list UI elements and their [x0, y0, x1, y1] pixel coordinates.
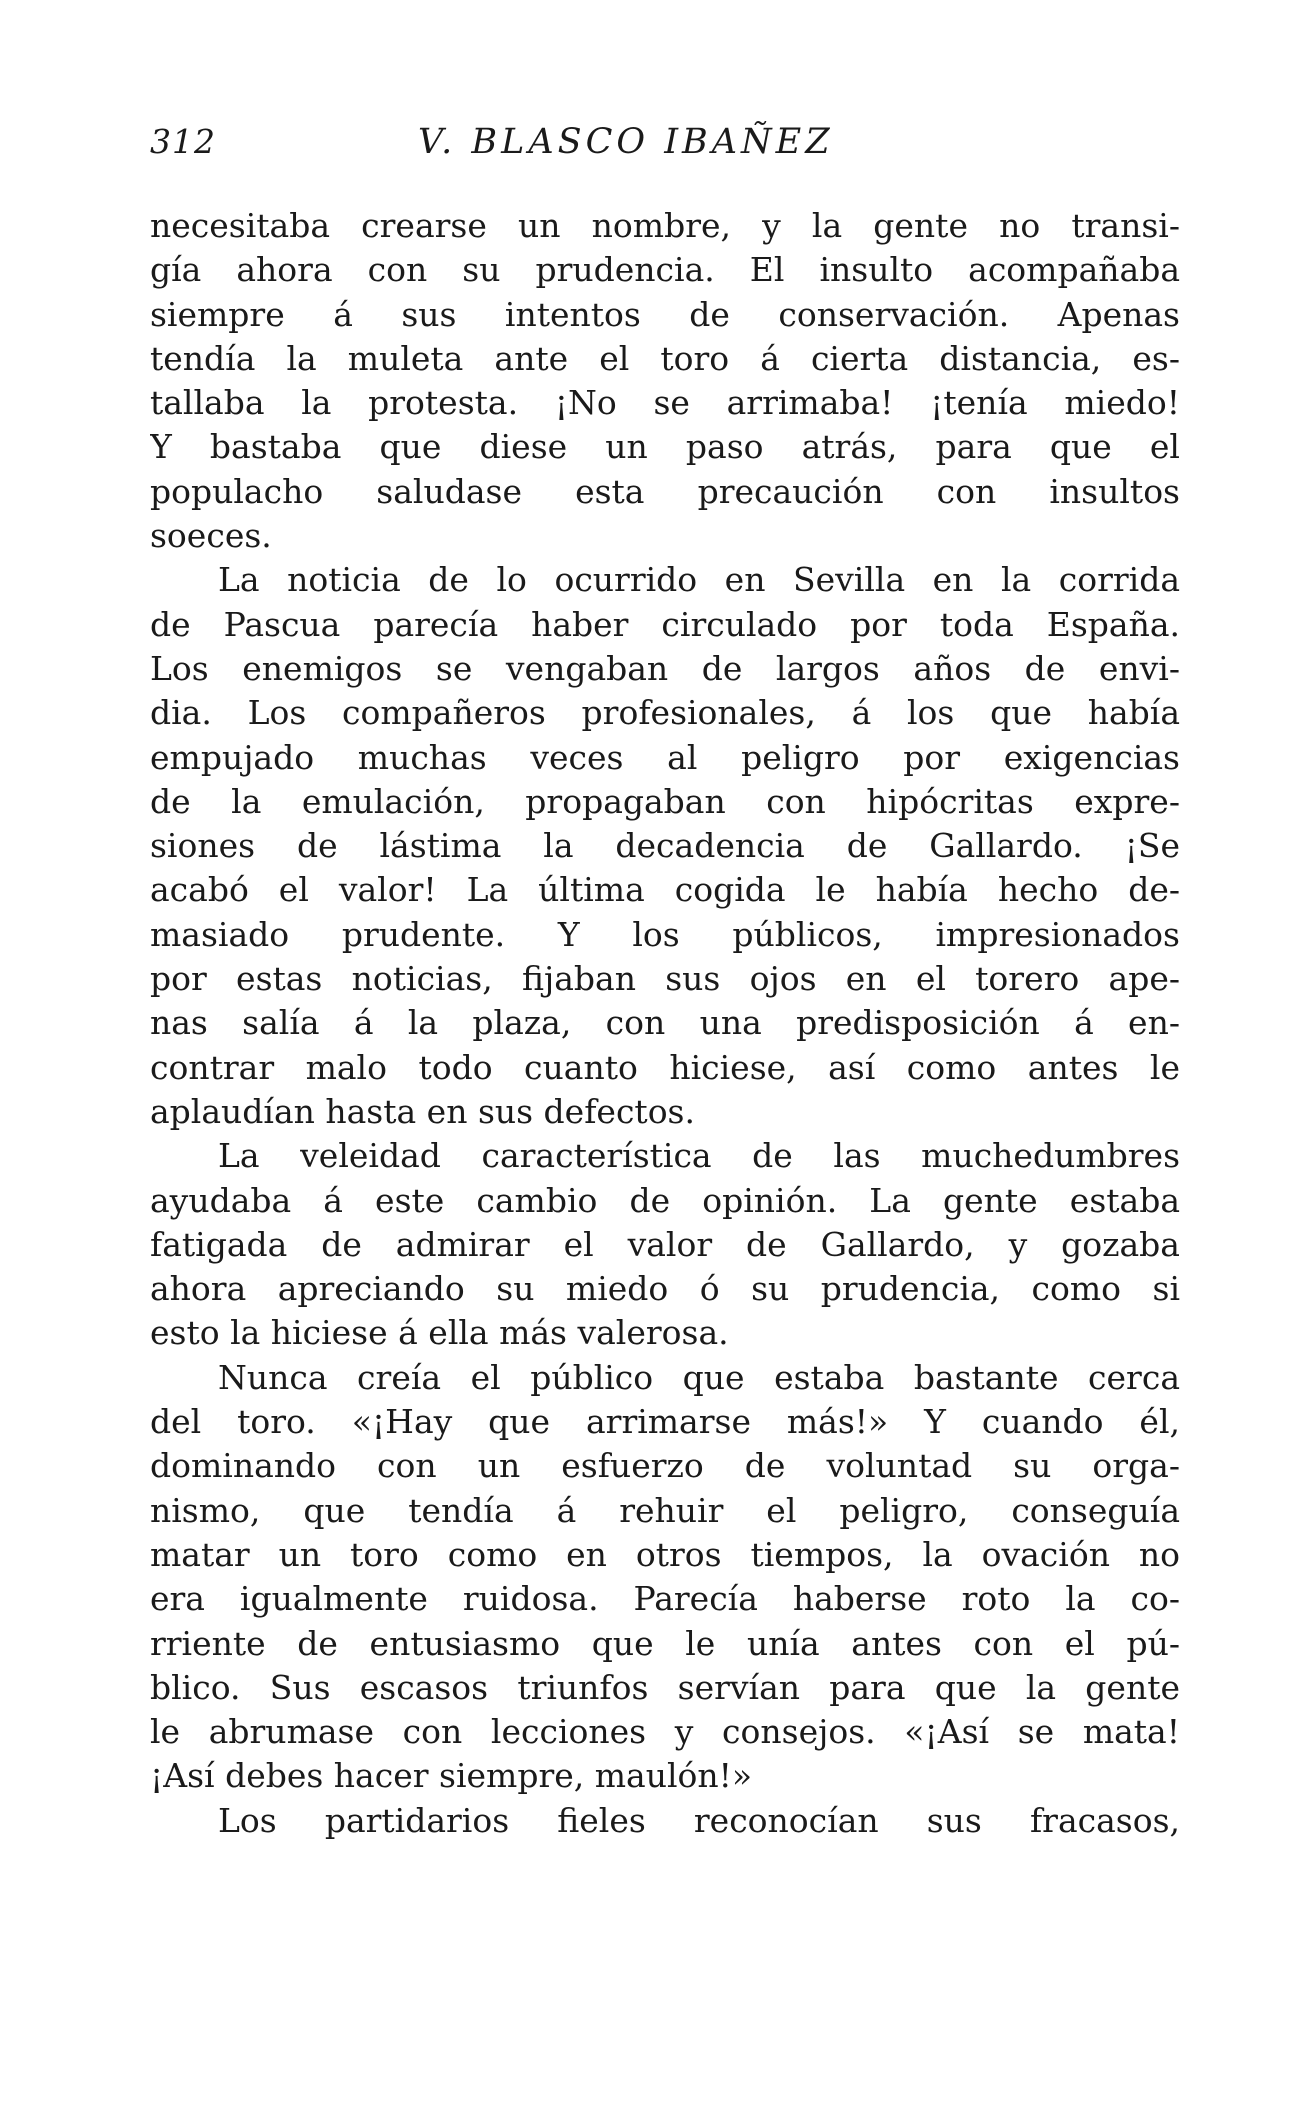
text-line: nismo, que tendía á rehuir el peligro, conseguía	[150, 1490, 1180, 1530]
text-line: La noticia de lo ocurrido en Sevilla en la corrida	[218, 560, 1180, 600]
text-line: gía ahora con su prudencia. El insulto acompañaba	[150, 250, 1180, 290]
page-number: 312	[150, 122, 216, 161]
text-line: era igualmente ruidosa. Parecía haberse roto la co-	[150, 1579, 1180, 1619]
text-line: de la emulación, propagaban con hipócritas expre-	[150, 781, 1180, 821]
text-line: Los enemigos se vengaban de largos años de envi-	[150, 648, 1180, 688]
text-line: rriente de entusiasmo que le unía antes con el pú-	[150, 1623, 1180, 1663]
text-line: ayudaba á este cambio de opinión. La gente estaba	[150, 1180, 1180, 1220]
text-line: por estas noticias, fijaban sus ojos en el torero ape-	[150, 959, 1180, 999]
text-line: Nunca creía el público que estaba bastante cerca	[218, 1357, 1180, 1397]
text-line: necesitaba crearse un nombre, y la gente no transi-	[150, 206, 1180, 245]
text-line: de Pascua parecía haber circulado por toda España.	[150, 604, 1180, 644]
text-line: ¡Así debes hacer siempre, maulón!»	[150, 1756, 753, 1796]
text-line: Los partidarios fieles reconocían sus fracasos,	[218, 1800, 1180, 1840]
text-line: tendía la muleta ante el toro á cierta distancia, es-	[150, 338, 1180, 378]
text-line: contrar malo todo cuanto hiciese, así como antes le	[150, 1047, 1180, 1087]
text-line: acabó el valor! La última cogida le había hecho de-	[150, 870, 1180, 910]
body-text	[150, 204, 1180, 1843]
text-line: masiado prudente. Y los públicos, impresionados	[150, 914, 1180, 954]
text-line: fatigada de admirar el valor de Gallardo, y gozaba	[150, 1224, 1180, 1264]
text-line: Y bastaba que diese un paso atrás, para que el	[150, 427, 1180, 467]
text-line: aplaudían hasta en sus defectos.	[150, 1091, 695, 1131]
text-line: nas salía á la plaza, con una predisposición á en-	[150, 1003, 1180, 1043]
text-line: ahora apreciando su miedo ó su prudencia, como si	[150, 1269, 1180, 1309]
text-line: dia. Los compañeros profesionales, á los que había	[150, 693, 1180, 733]
page-header	[150, 122, 1180, 182]
text-line: siempre á sus intentos de conservación. Apenas	[150, 294, 1180, 334]
text-line: matar un toro como en otros tiempos, la ovación no	[150, 1534, 1180, 1574]
text-line: soeces.	[150, 516, 272, 556]
text-line: empujado muchas veces al peligro por exigencias	[150, 737, 1180, 777]
text-line: esto la hiciese á ella más valerosa.	[150, 1313, 729, 1353]
running-head: V. BLASCO IBAÑEZ	[418, 122, 834, 162]
text-line: La veleidad característica de las muchedumbres	[218, 1136, 1180, 1176]
text-line: siones de lástima la decadencia de Gallardo. ¡Se	[150, 826, 1180, 866]
text-line: del toro. «¡Hay que arrimarse más!» Y cuando él,	[150, 1402, 1180, 1442]
text-line: populacho saludase esta precaución con insultos	[150, 471, 1180, 511]
text-line: blico. Sus escasos triunfos servían para que la gente	[150, 1667, 1180, 1707]
text-line: dominando con un esfuerzo de voluntad su orga-	[150, 1446, 1180, 1486]
text-line: tallaba la protesta. ¡No se arrimaba! ¡tenía miedo!	[150, 383, 1180, 423]
text-line: le abrumase con lecciones y consejos. «¡Así se mata!	[150, 1712, 1180, 1752]
